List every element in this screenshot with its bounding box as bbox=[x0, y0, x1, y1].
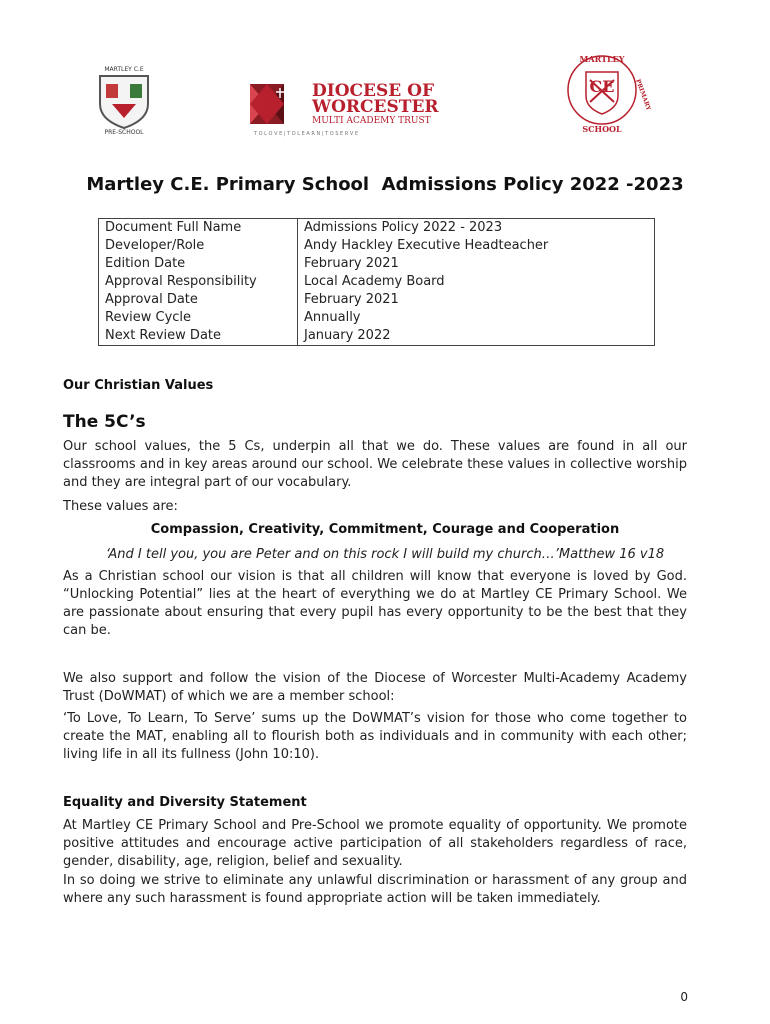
info-label: Approval Responsibility bbox=[99, 273, 298, 291]
info-value: Annually bbox=[298, 309, 655, 327]
info-label: Next Review Date bbox=[99, 327, 298, 346]
document-info-table bbox=[98, 218, 655, 346]
dowmat-tagline: T O L O V E | T O L E A R N | T O S E R V E bbox=[254, 131, 358, 137]
christian-values-heading: Our Christian Values bbox=[63, 378, 214, 393]
info-value: February 2021 bbox=[298, 255, 655, 273]
dowmat-line3: MULTI ACADEMY TRUST bbox=[312, 116, 431, 126]
info-label: Approval Date bbox=[99, 291, 298, 309]
equality-paragraph-1: At Martley CE Primary School and Pre-School we promote equality of opportunity. We promote positive attitudes and encourage active participation of all stakeholders regardless of race, gender, disability, age, religion, belief and sexuality. bbox=[63, 818, 687, 869]
document-title: Martley C.E. Primary School Admissions Policy 2022 -2023 bbox=[86, 174, 684, 195]
equality-heading: Equality and Diversity Statement bbox=[63, 795, 307, 810]
info-value: February 2021 bbox=[298, 291, 655, 309]
info-table-row bbox=[99, 309, 655, 327]
info-table-row bbox=[99, 327, 655, 346]
dowmat-support-paragraph: We also support and follow the vision of the Diocese of Worcester Multi-Academy Academy Trust (DoWMAT) of which we are a member school: bbox=[63, 671, 687, 704]
info-table-row bbox=[99, 237, 655, 255]
info-table-row bbox=[99, 291, 655, 309]
info-table-row bbox=[99, 219, 655, 238]
info-label: Review Cycle bbox=[99, 309, 298, 327]
dowmat-line2: WORCESTER bbox=[312, 97, 439, 117]
dowmat-logo bbox=[250, 76, 462, 138]
info-label: Developer/Role bbox=[99, 237, 298, 255]
equality-paragraph-2: In so doing we strive to eliminate any unlawful discrimination or harassment of any group and where any such harassment is found appropriate action will be taken immediately. bbox=[63, 873, 687, 906]
five-cs-heading: The 5C’s bbox=[63, 412, 146, 432]
values-list: Compassion, Creativity, Commitment, Courage and Cooperation bbox=[150, 522, 620, 537]
preschool-logo bbox=[88, 62, 160, 136]
info-table-row bbox=[99, 273, 655, 291]
school-crest-monogram: CE bbox=[589, 77, 615, 96]
vision-paragraph: As a Christian school our vision is that all children will know that everyone is loved by God. “Unlocking Potential” lies at the heart of everything we do at Martley CE Primary School. We are passionate about ensuring that every pupil has every opportunity to be the best that they can be. bbox=[63, 569, 687, 638]
dowmat-vision-paragraph: ‘To Love, To Learn, To Serve’ sums up the DoWMAT’s vision for those who come together to create the MAT, enabling all to flourish both as individuals and in community with each other; living life in all its fullness (John 10:10). bbox=[63, 711, 687, 762]
info-value: Local Academy Board bbox=[298, 273, 655, 291]
page-number: 0 bbox=[680, 990, 688, 1004]
scripture-quote: ‘And I tell you, you are Peter and on this rock I will build my church…’Matthew 16 v18 bbox=[105, 547, 665, 562]
info-label: Edition Date bbox=[99, 255, 298, 273]
school-crest-right-text: PRIMARY bbox=[634, 78, 652, 112]
dowmat-line1: DIOCESE OF bbox=[312, 81, 435, 101]
info-value: Admissions Policy 2022 - 2023 bbox=[298, 219, 655, 238]
values-intro-paragraph: Our school values, the 5 Cs, underpin all that we do. These values are found in all our classrooms and in key areas around our school. We celebrate these values in collective worship and they are integral part of our vocabulary. bbox=[63, 439, 687, 490]
preschool-logo-top-text: MARTLEY C.E bbox=[104, 66, 144, 73]
school-crest-top-text: MARTLEY bbox=[579, 54, 625, 64]
values-lead-in: These values are: bbox=[63, 499, 178, 514]
info-label: Document Full Name bbox=[99, 219, 298, 238]
preschool-logo-bottom-text: PRE-SCHOOL bbox=[104, 129, 144, 136]
info-value: Andy Hackley Executive Headteacher bbox=[298, 237, 655, 255]
school-crest-bottom-text: SCHOOL bbox=[582, 124, 622, 134]
school-crest-logo bbox=[560, 50, 652, 136]
info-value: January 2022 bbox=[298, 327, 655, 346]
info-table-row bbox=[99, 255, 655, 273]
